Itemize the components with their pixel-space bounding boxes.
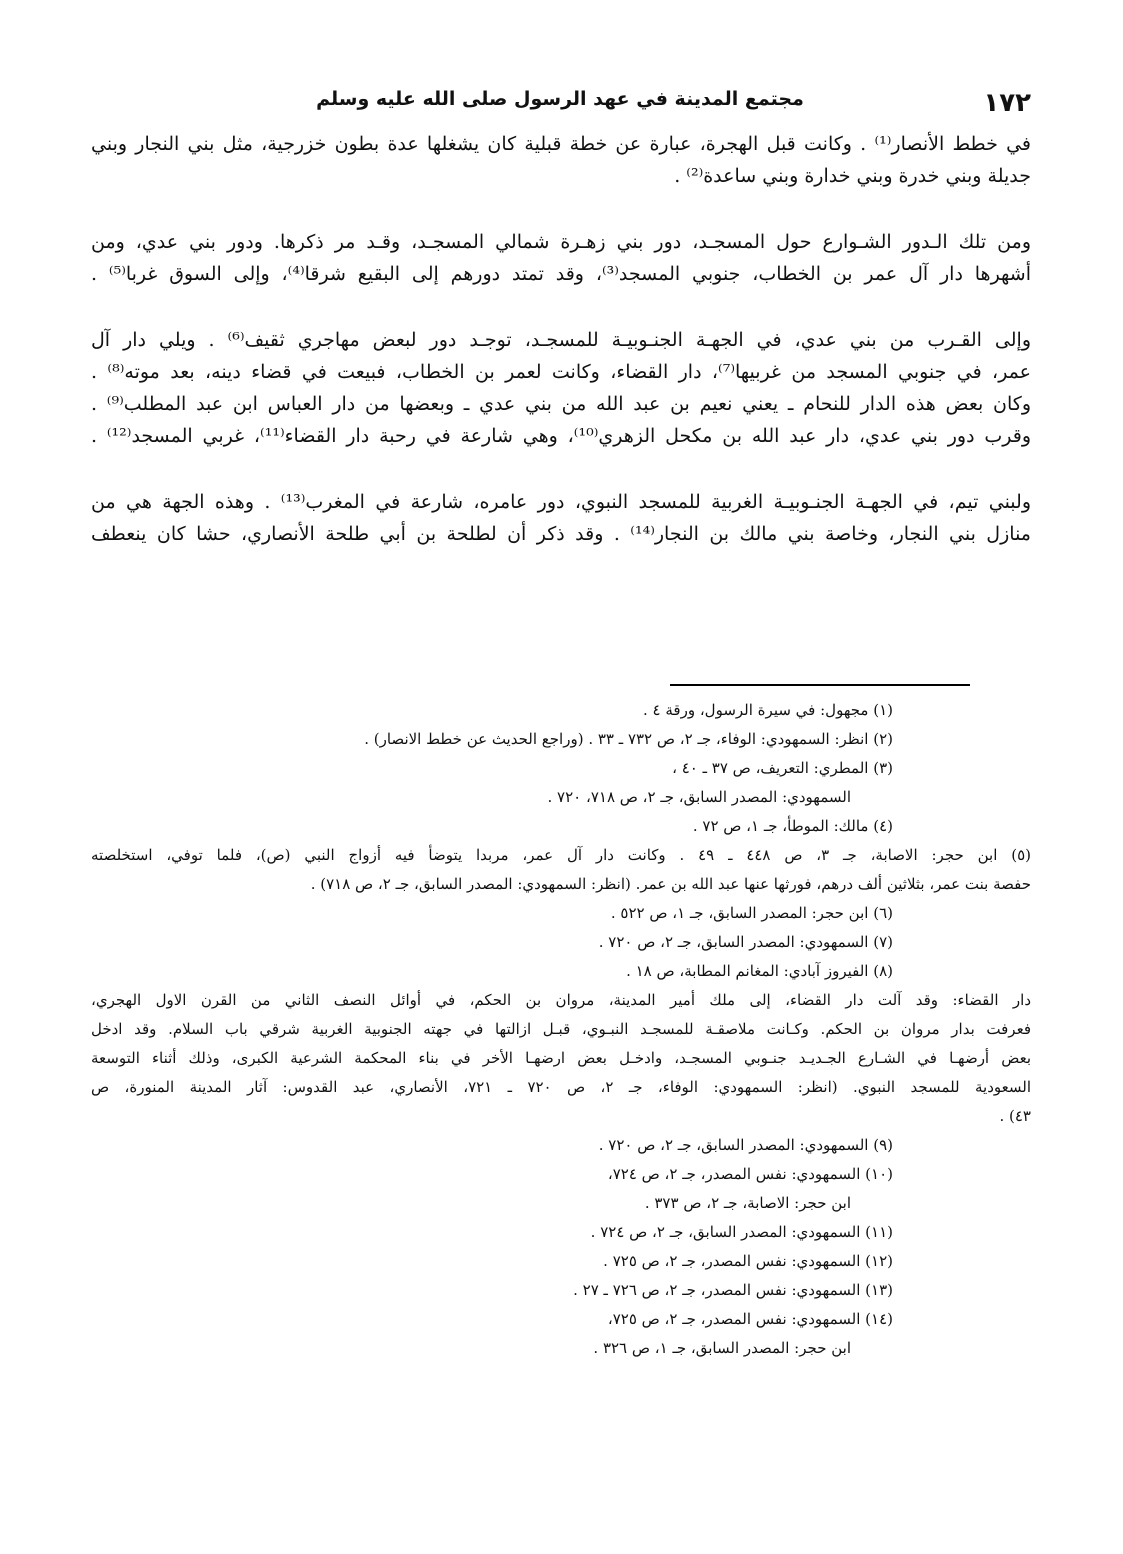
body-line: ومن تلك الـدور الشـوارع حول المسجـد، دور بني زهـرة شمالي المسجـد، وقـد مر ذكرها. ودور بني عدي، ومن <box>91 231 1031 253</box>
page-number: ١٧٢ <box>983 88 1031 118</box>
footnote-line: (٧) السمهودي: المصدر السابق، جـ ٢، ص ٧٢٠ . <box>598 933 893 951</box>
footnote-line: (٥) ابن حجر: الاصابة، جـ ٣، ص ٤٤٨ ـ ٤٩ . وكانت دار آل عمر، مربدا يتوضأ فيه أزواج النبي (ص)، فلما توفي، استخلصته <box>91 846 1031 864</box>
footnote-line: (١٤) السمهودي: نفس المصدر، جـ ٢، ص ٧٢٥، <box>607 1310 893 1328</box>
footnote-line: (١) مجهول: في سيرة الرسول، ورقة ٤ . <box>643 701 893 719</box>
body-line: ولبني تيم، في الجهـة الجنـوبيـة الغربية للمسجد النبوي، دور عامره، شارعة في المغرب⁽¹³⁾ . وهذه الجهة هي من <box>91 491 1031 513</box>
footnote-line: فعرفت بدار مروان بن الحكم. وكـانت ملاصقـة للمسجـد النبـوي، قبـل ازالتها في جهته الجنوبية الغربية شرقي باب السلام. وقد ادخل <box>91 1020 1031 1038</box>
body-line: وكان بعض هذه الدار للنحام ـ يعني نعيم بن عبد الله من بني عدي ـ وبعضها من دار العباس ابن عبد المطلب⁽⁹⁾ . <box>91 393 1031 415</box>
body-line: عمر، في جنوبي المسجد من غربيها⁽⁷⁾، دار القضاء، وكانت لعمر بن الخطاب، فبيعت في قضاء دينه، بعد موته⁽⁸⁾ . <box>91 361 1031 383</box>
footnote-line: (١٣) السمهودي: نفس المصدر، جـ ٢، ص ٧٢٦ ـ ٢٧ . <box>573 1281 893 1299</box>
footnote-line: ٤٣) . <box>999 1107 1031 1125</box>
footnote-line: دار القضاء: وقد آلت دار القضاء، إلى ملك أمير المدينة، مروان بن الحكم، في أوائل النصف الثاني من القرن الاول الهجري، <box>91 991 1031 1009</box>
footnote-line: (١٢) السمهودي: نفس المصدر، جـ ٢، ص ٧٢٥ . <box>603 1252 893 1270</box>
body-line: في خطط الأنصار⁽¹⁾ . وكانت قبل الهجرة، عبارة عن خطة قبلية كان يشغلها عدة بطون خزرجية، مثل بني النجار وبني <box>91 133 1031 155</box>
footnote-line: (٤) مالك: الموطأ، جـ ١، ص ٧٢ . <box>692 817 893 835</box>
body-line: أشهرها دار آل عمر بن الخطاب، جنوبي المسجد⁽³⁾، وقد تمتد دورهم إلى البقيع شرقا⁽⁴⁾، وإلى السوق غربا⁽⁵⁾ . <box>91 263 1031 285</box>
footnote-line: (١٠) السمهودي: نفس المصدر، جـ ٢، ص ٧٢٤، <box>607 1165 893 1183</box>
body-line: جديلة وبني خدرة وبني خدارة وبني ساعدة⁽²⁾ . <box>674 165 1031 187</box>
footnote-line: (٩) السمهودي: المصدر السابق، جـ ٢، ص ٧٢٠ . <box>598 1136 893 1154</box>
footnote-line: (٦) ابن حجر: المصدر السابق، جـ ١، ص ٥٢٢ . <box>610 904 893 922</box>
footnote-line: (١١) السمهودي: المصدر السابق، جـ ٢، ص ٧٢٤ . <box>590 1223 893 1241</box>
footnote-line: السعودية للمسجد النبوي. (انظر: السمهودي: الوفاء، جـ ٢، ص ٧٢٠ ـ ٧٢١، الأنصاري، عبد القدوس: آثار المدينة المنورة، ص <box>91 1078 1031 1096</box>
footnote-divider <box>670 684 970 686</box>
footnote-line: السمهودي: المصدر السابق، جـ ٢، ص ٧١٨، ٧٢٠ . <box>547 788 851 806</box>
footnote-line: (٣) المطري: التعريف، ص ٣٧ ـ ٤٠ ، <box>672 759 893 777</box>
running-header-title: مجتمع المدينة في عهد الرسول صلى الله عليه وسلم <box>316 88 804 110</box>
footnote-line: (٨) الفيروز آبادي: المغانم المطابة، ص ١٨ . <box>626 962 893 980</box>
footnote-line: ابن حجر: المصدر السابق، جـ ١، ص ٣٢٦ . <box>593 1339 851 1357</box>
footnote-line: بعض أرضهـا في الشـارع الجـديـد جنـوبي المسجـد، وادخـل بعض ارضهـا الأخر في بناء المحكمة الشرعية الكبرى، وذلك أثناء التوسعة <box>91 1049 1031 1067</box>
body-line: منازل بني النجار، وخاصة بني مالك بن النجار⁽¹⁴⁾ . وقد ذكر أن لطلحة بن أبي طلحة الأنصاري، حشا كان ينعطف <box>91 523 1031 545</box>
footnote-line: ابن حجر: الاصابة، جـ ٢، ص ٣٧٣ . <box>644 1194 851 1212</box>
footnote-line: حفصة بنت عمر، بثلاثين ألف درهم، فورثها عنها عبد الله بن عمر. (انظر: السمهودي: المصدر السابق، جـ ٢، ص ٧١٨) . <box>310 875 1031 893</box>
body-text <box>91 128 1031 550</box>
footnote-line: (٢) انظر: السمهودي: الوفاء، جـ ٢، ص ٧٣٢ ـ ٣٣ . (وراجع الحديث عن خطط الانصار) . <box>364 730 893 748</box>
body-line: وقرب دور بني عدي، دار عبد الله بن مكحل الزهري⁽¹⁰⁾، وهي شارعة في رحبة دار القضاء⁽¹¹⁾، غربي المسجد⁽¹²⁾ . <box>91 425 1031 447</box>
footnotes <box>91 696 1031 1363</box>
body-line: وإلى القـرب من بني عدي، في الجهـة الجنـوبيـة للمسجـد، توجـد دور لبعض مهاجري ثقيف⁽⁶⁾ . ويلي دار آل <box>91 329 1031 351</box>
